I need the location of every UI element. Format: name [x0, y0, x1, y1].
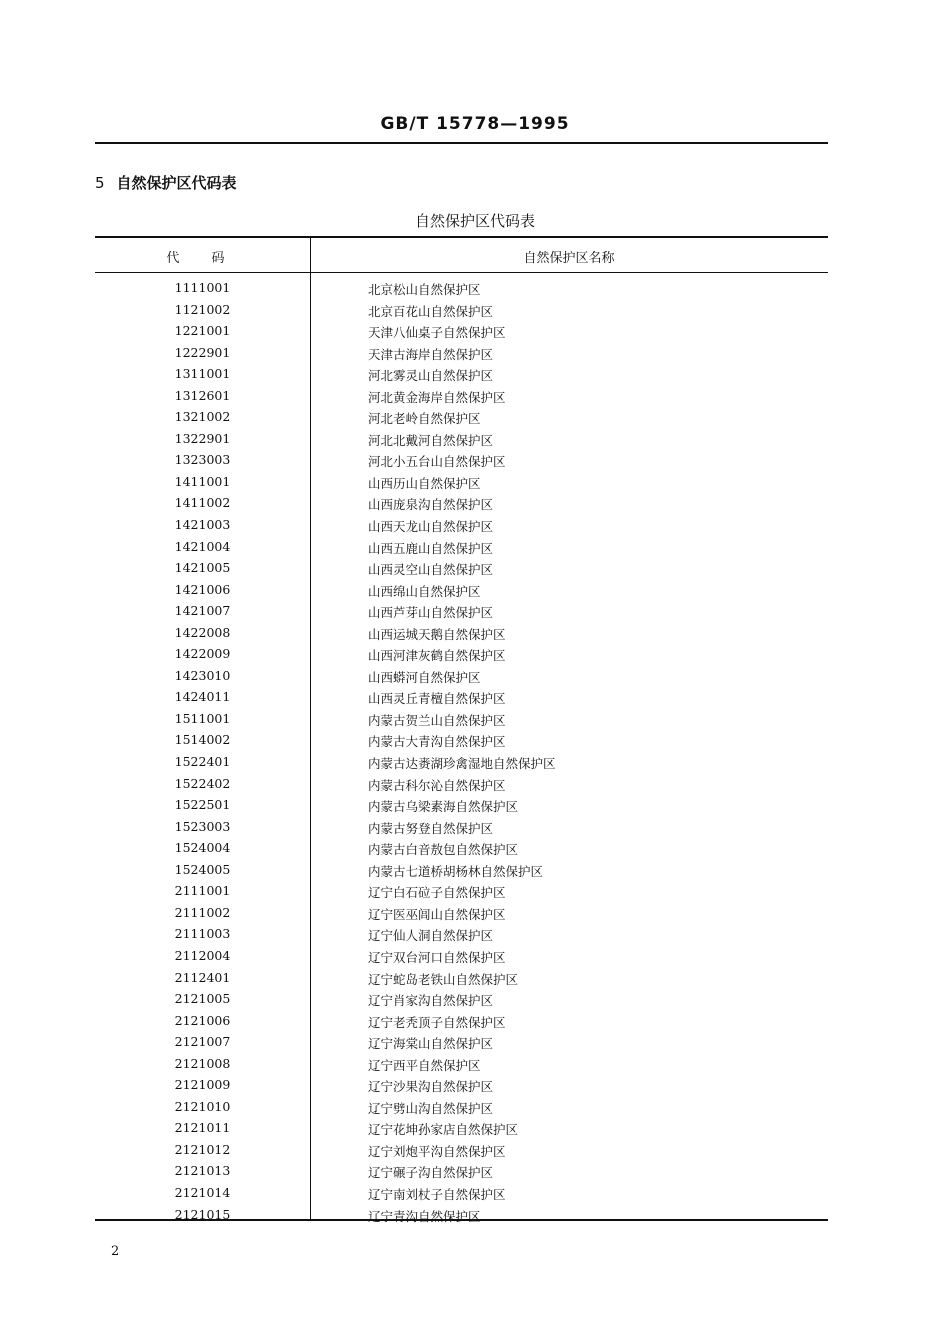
standard-header: GB/T 15778—1995 [380, 114, 570, 134]
reserve-name: 辽宁医巫闾山自然保护区 [368, 906, 506, 922]
reserve-code: 1424011 [174, 689, 231, 705]
reserve-name: 辽宁海棠山自然保护区 [368, 1036, 494, 1052]
reserve-code: 1323003 [174, 452, 231, 468]
table-row [95, 967, 828, 989]
reserve-code: 1321002 [174, 409, 231, 425]
table-row [95, 277, 828, 299]
reserve-code: 1522401 [174, 754, 231, 770]
table-row [95, 449, 828, 471]
table-row [95, 643, 828, 665]
table-row [95, 385, 828, 407]
reserve-code: 1222901 [174, 344, 231, 360]
reserve-name: 内蒙古白音敖包自然保护区 [368, 842, 519, 858]
reserve-code: 1514002 [174, 732, 231, 748]
table-row [95, 1031, 828, 1053]
reserve-name: 辽宁老秃顶子自然保护区 [368, 1014, 506, 1030]
reserve-name: 山西蟒河自然保护区 [368, 669, 481, 685]
table-row [95, 1204, 828, 1226]
reserve-name: 内蒙古乌梁素海自然保护区 [368, 799, 519, 815]
reserve-code-table [95, 236, 828, 1225]
table-row [95, 945, 828, 967]
reserve-name: 河北雾灵山自然保护区 [368, 368, 494, 384]
reserve-name: 山西河津灰鹤自然保护区 [368, 648, 506, 664]
reserve-code: 1421005 [174, 560, 231, 576]
reserve-code: 1522402 [174, 775, 231, 791]
reserve-code: 1524004 [174, 840, 231, 856]
column-header-code: 代 码 [166, 251, 239, 266]
table-caption: 自然保护区代码表 [414, 212, 535, 230]
table-row [95, 1096, 828, 1118]
table-row [95, 1117, 828, 1139]
reserve-code: 2111001 [174, 883, 231, 899]
reserve-code: 2121005 [174, 991, 231, 1007]
reserve-code: 2121013 [174, 1163, 231, 1179]
reserve-name: 内蒙古七道桥胡杨林自然保护区 [368, 863, 544, 879]
reserve-name: 山西绵山自然保护区 [368, 583, 481, 599]
reserve-name: 山西灵丘青檀自然保护区 [368, 691, 506, 707]
reserve-name: 内蒙古大青沟自然保护区 [368, 734, 506, 750]
reserve-name: 辽宁白石砬子自然保护区 [368, 885, 506, 901]
table-row [95, 729, 828, 751]
reserve-code: 2111003 [174, 926, 231, 942]
table-row [95, 988, 828, 1010]
reserve-name: 辽宁花坤孙家店自然保护区 [368, 1122, 519, 1138]
reserve-code: 1421004 [174, 538, 231, 554]
reserve-code: 1523003 [174, 818, 231, 834]
table-row [95, 1074, 828, 1096]
reserve-name: 辽宁劈山沟自然保护区 [368, 1100, 494, 1116]
table-row [95, 471, 828, 493]
table-row [95, 536, 828, 558]
table-row [95, 902, 828, 924]
table-row [95, 299, 828, 321]
reserve-code: 2121008 [174, 1055, 231, 1071]
reserve-code: 1421003 [174, 517, 231, 533]
page-number: 2 [111, 1244, 120, 1259]
reserve-code: 2121011 [174, 1120, 231, 1136]
table-row [95, 773, 828, 795]
table-row [95, 1182, 828, 1204]
reserve-name: 北京松山自然保护区 [368, 282, 481, 297]
table-row [95, 751, 828, 773]
reserve-code: 2121012 [174, 1141, 231, 1157]
reserve-code: 1421007 [174, 603, 231, 619]
table-row [95, 837, 828, 859]
reserve-code: 2121010 [174, 1098, 231, 1114]
reserve-name: 北京百花山自然保护区 [368, 303, 494, 319]
reserve-code: 1511001 [174, 710, 231, 726]
reserve-name: 山西灵空山自然保护区 [368, 562, 494, 578]
reserve-code: 1312601 [174, 387, 231, 403]
reserve-name: 辽宁沙果沟自然保护区 [368, 1079, 494, 1095]
table-row [95, 579, 828, 601]
table-row [95, 622, 828, 644]
table-row [95, 514, 828, 536]
reserve-name: 河北小五台山自然保护区 [368, 454, 506, 470]
header-rule [95, 142, 828, 144]
reserve-code: 1423010 [174, 667, 231, 683]
reserve-name: 山西历山自然保护区 [368, 475, 481, 491]
reserve-name: 辽宁双台河口自然保护区 [368, 949, 506, 965]
reserve-code: 2121007 [174, 1034, 231, 1050]
reserve-code: 1422009 [174, 646, 231, 662]
table-row [95, 816, 828, 838]
reserve-name: 天津八仙桌子自然保护区 [368, 325, 506, 341]
reserve-name: 山西五鹿山自然保护区 [368, 540, 494, 556]
reserve-name: 山西芦芽山自然保护区 [368, 605, 494, 621]
reserve-name: 辽宁蛇岛老铁山自然保护区 [368, 971, 519, 987]
table-row [95, 342, 828, 364]
table-row [95, 1139, 828, 1161]
reserve-name: 河北黄金海岸自然保护区 [368, 389, 506, 405]
column-header-name: 自然保护区名称 [523, 251, 615, 266]
reserve-code: 1411002 [174, 495, 231, 511]
table-row [95, 363, 828, 385]
table-row [95, 428, 828, 450]
reserve-name: 山西运城天鹅自然保护区 [368, 626, 506, 642]
reserve-code: 1522501 [174, 797, 231, 813]
reserve-code: 1111001 [174, 280, 231, 295]
reserve-code: 1411001 [174, 473, 231, 489]
table-row [95, 557, 828, 579]
table-row [95, 1010, 828, 1032]
reserve-name: 辽宁青沟自然保护区 [368, 1208, 481, 1224]
table-row [95, 1160, 828, 1182]
table-row [95, 492, 828, 514]
reserve-name: 天津古海岸自然保护区 [368, 346, 494, 362]
reserve-code: 2121009 [174, 1077, 231, 1093]
reserve-name: 辽宁碾子沟自然保护区 [368, 1165, 494, 1181]
reserve-code: 2112401 [174, 969, 231, 985]
reserve-name: 内蒙古努登自然保护区 [368, 820, 494, 836]
table-row [95, 794, 828, 816]
section-heading [95, 172, 237, 193]
table-row [95, 1053, 828, 1075]
reserve-code: 2121006 [174, 1012, 231, 1028]
table-row [95, 923, 828, 945]
table-bottom-rule [95, 1219, 828, 1221]
table-row [95, 859, 828, 881]
table-row [95, 665, 828, 687]
section-number: 5 [95, 174, 105, 192]
reserve-code: 1221001 [174, 323, 231, 339]
reserve-code: 1311001 [174, 366, 231, 382]
section-title: 自然保护区代码表 [116, 174, 237, 192]
reserve-name: 辽宁刘炮平沟自然保护区 [368, 1143, 506, 1159]
column-divider [310, 238, 311, 1219]
reserve-name: 内蒙古贺兰山自然保护区 [368, 712, 506, 728]
reserve-name: 河北北戴河自然保护区 [368, 432, 494, 448]
table-row [95, 686, 828, 708]
table-row [95, 600, 828, 622]
reserve-code: 2121014 [174, 1184, 231, 1200]
reserve-name: 辽宁南刘杖子自然保护区 [368, 1186, 506, 1202]
reserve-name: 辽宁仙人洞自然保护区 [368, 928, 494, 944]
table-row [95, 708, 828, 730]
reserve-name: 山西庞泉沟自然保护区 [368, 497, 494, 513]
reserve-code: 1524005 [174, 861, 231, 877]
reserve-name: 辽宁西平自然保护区 [368, 1057, 481, 1073]
reserve-name: 内蒙古达赉湖珍禽湿地自然保护区 [368, 756, 556, 772]
reserve-code: 2111002 [174, 904, 231, 920]
reserve-code: 2121015 [174, 1206, 231, 1222]
reserve-code: 1422008 [174, 624, 231, 640]
reserve-name: 内蒙古科尔沁自然保护区 [368, 777, 506, 793]
table-header [95, 236, 828, 273]
reserve-name: 河北老岭自然保护区 [368, 411, 481, 427]
table-row [95, 880, 828, 902]
reserve-code: 2112004 [174, 947, 231, 963]
reserve-code: 1421006 [174, 581, 231, 597]
table-row [95, 406, 828, 428]
reserve-name: 辽宁肖家沟自然保护区 [368, 993, 494, 1009]
reserve-name: 山西天龙山自然保护区 [368, 519, 494, 535]
reserve-code: 1322901 [174, 430, 231, 446]
table-row [95, 320, 828, 342]
table-body [95, 273, 828, 1225]
reserve-code: 1121002 [174, 301, 231, 317]
